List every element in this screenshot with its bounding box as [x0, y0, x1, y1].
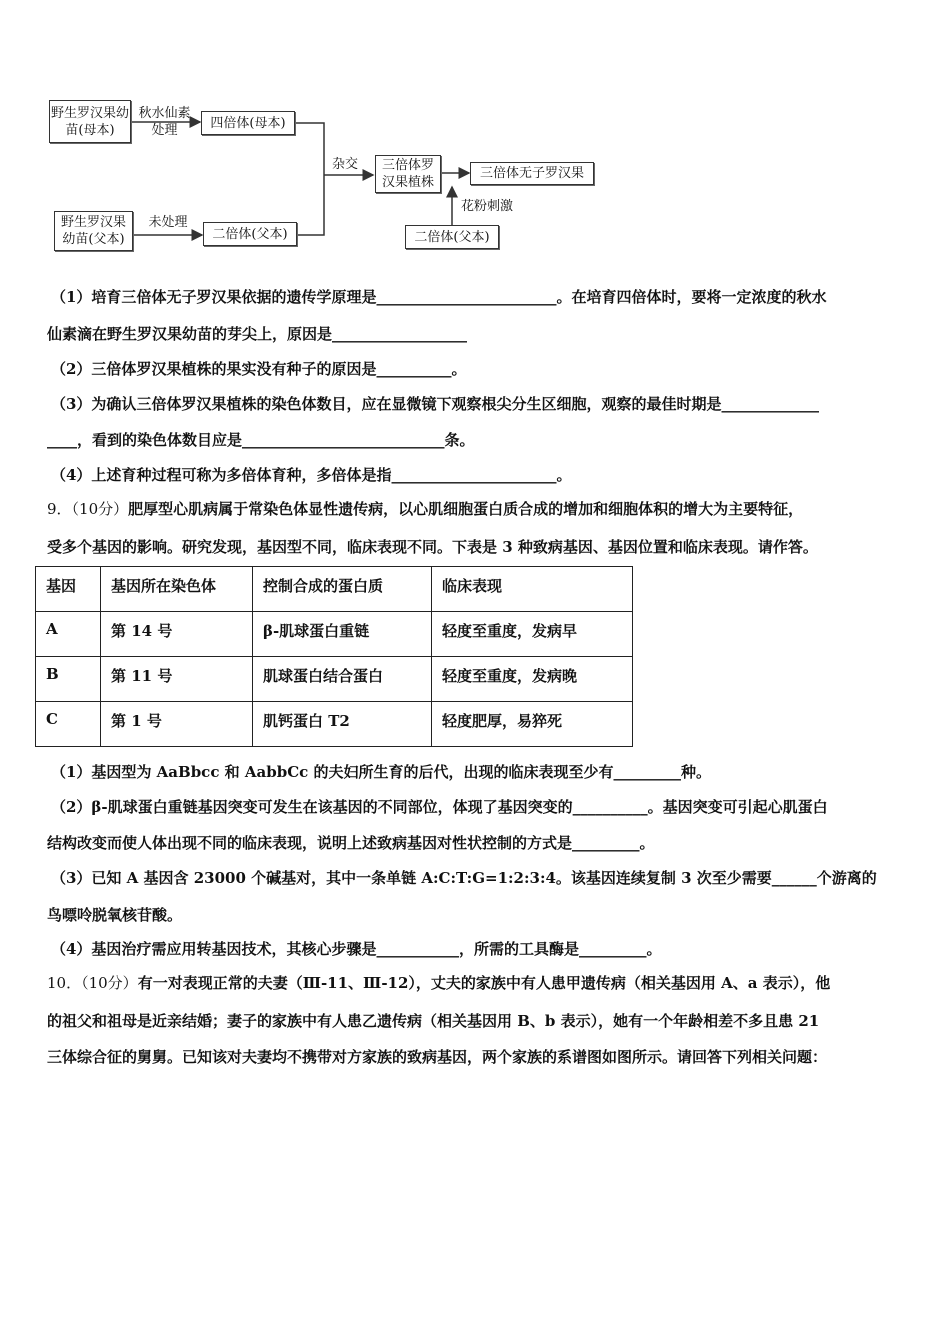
- q10-line-2: 的祖父和祖母是近亲结婚；妻子的家族中有人患乙遗传病（相关基因用 B、b 表示），她有一个年龄相差不多且患 21: [47, 1012, 820, 1030]
- q8-line-2: 仙素滴在野生罗汉果幼苗的芽尖上，原因是__________________: [47, 325, 468, 343]
- q10-number: 10．（10分）: [47, 974, 138, 992]
- pollen-label: 花粉刺激: [460, 199, 513, 214]
- q9-line-5: 结构改变而使人体出现不同的临床表现，说明上述致病基因对性状控制的方式是_________。: [47, 834, 655, 852]
- untreated-label: 未处理: [148, 215, 188, 230]
- q9-line-1: 9．（10分）肥厚型心肌病属于常染色体显性遗传病，以心肌细胞蛋白质合成的增加和细胞体积的增大为主要特征，: [47, 500, 804, 518]
- q8-line-1: （1）培育三倍体无子罗汉果依据的遗传学原理是________________________。在培育四倍体时，要将一定浓度的秋水: [51, 288, 827, 306]
- seedless-fruit-box: 三倍体无子罗汉果: [470, 162, 594, 185]
- wild-seedling-mother-box: 野生罗汉果幼苗(母本): [49, 100, 131, 143]
- table-cell: 轻度肥厚，易猝死: [432, 702, 633, 747]
- q10-line-3: 三体综合征的舅舅。已知该对夫妻均不携带对方家族的致病基因，两个家族的系谱图如图所示。请回答下列相关问题：: [47, 1048, 828, 1066]
- table-cell: C: [36, 702, 101, 747]
- table-row: [36, 612, 633, 657]
- table-cell: 第 14 号: [101, 612, 253, 657]
- table-cell: 第 11 号: [101, 657, 253, 702]
- table-row: [36, 657, 633, 702]
- q9-line-6: （3）已知 A 基因含 23000 个碱基对，其中一条单链 A:C:T:G=1:2:3:4。该基因连续复制 3 次至少需要______个游离的: [51, 869, 877, 887]
- q9-line-2: 受多个基因的影响。研究发现，基因型不同，临床表现不同。下表是 3 种致病基因、基因位置和临床表现。请作答。: [47, 538, 818, 556]
- tetraploid-box: 四倍体(母本): [201, 111, 295, 135]
- diploid-father-box-2: 二倍体(父本): [405, 225, 499, 249]
- q9-number: 9．（10分）: [47, 500, 129, 518]
- gene-table: [35, 566, 633, 747]
- table-cell: 肌球蛋白结合蛋白: [253, 657, 432, 702]
- table-cell: A: [36, 612, 101, 657]
- triploid-plant-box: 三倍体罗汉果植株: [375, 155, 441, 193]
- breeding-flow-diagram: [40, 95, 620, 260]
- table-header-cell: 基因所在染色体: [101, 567, 253, 612]
- table-cell: 肌钙蛋白 T2: [253, 702, 432, 747]
- table-cell: 第 1 号: [101, 702, 253, 747]
- q9-line-7: 鸟嘌呤脱氧核苷酸。: [47, 906, 183, 924]
- q9-line-4: （2）β-肌球蛋白重链基因突变可发生在该基因的不同部位，体现了基因突变的__________。基因突变可引起心肌蛋白: [51, 798, 828, 816]
- colchicine-label: 秋水仙素处理: [138, 106, 191, 138]
- cross-bracket: [295, 123, 324, 235]
- table-header-cell: 控制合成的蛋白质: [253, 567, 432, 612]
- table-header-row: [36, 567, 633, 612]
- cross-label: 杂交: [331, 157, 358, 172]
- q8-line-5: ____，看到的染色体数目应是___________________________条。: [47, 431, 475, 449]
- table-cell: β-肌球蛋白重链: [253, 612, 432, 657]
- table-header-cell: 基因: [36, 567, 101, 612]
- q8-line-6: （4）上述育种过程可称为多倍体育种，多倍体是指______________________。: [51, 466, 572, 484]
- table-cell: B: [36, 657, 101, 702]
- wild-seedling-father-box: 野生罗汉果幼苗(父本): [54, 211, 133, 251]
- q8-line-3: （2）三倍体罗汉果植株的果实没有种子的原因是__________。: [51, 360, 467, 378]
- table-cell: 轻度至重度，发病早: [432, 612, 633, 657]
- q10-line-1: 10．（10分）有一对表现正常的夫妻（Ⅲ-11、Ⅲ-12），丈夫的家族中有人患甲遗传病（相关基因用 A、a 表示），他: [47, 974, 831, 992]
- table-cell: 轻度至重度，发病晚: [432, 657, 633, 702]
- table-row: [36, 702, 633, 747]
- q9-line-3: （1）基因型为 AaBbcc 和 AabbCc 的夫妇所生育的后代，出现的临床表现至少有_________种。: [51, 763, 712, 781]
- q8-line-4: （3）为确认三倍体罗汉果植株的染色体数目，应在显微镜下观察根尖分生区细胞，观察的最佳时期是_____________: [51, 395, 819, 413]
- table-header-cell: 临床表现: [432, 567, 633, 612]
- q9-line-8: （4）基因治疗需应用转基因技术，其核心步骤是___________，所需的工具酶是_________。: [51, 940, 662, 958]
- diploid-father-box: 二倍体(父本): [203, 222, 297, 246]
